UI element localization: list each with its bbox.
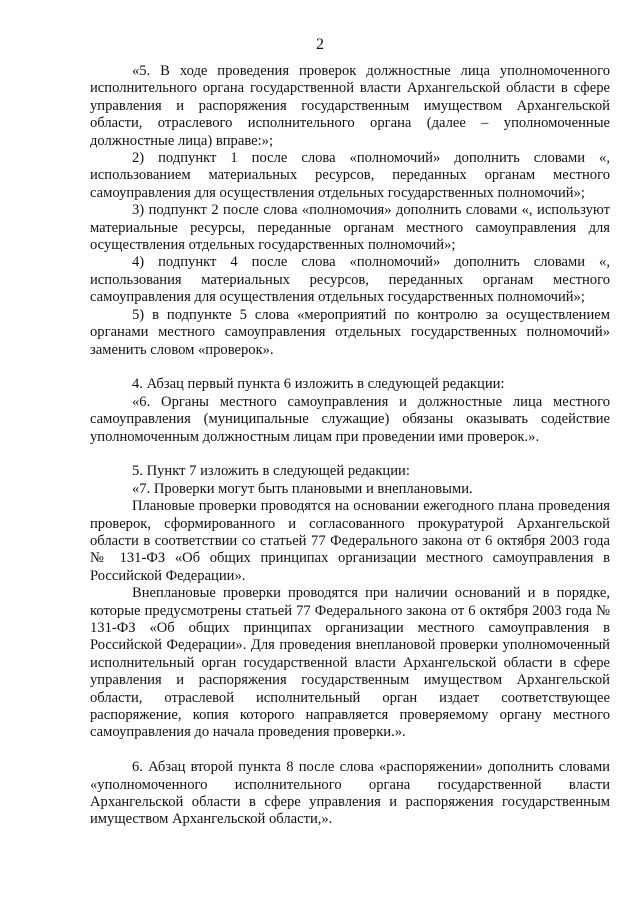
paragraph-subitem-2: 2) подпункт 1 после слова «полномочий» дополнить словами «, использованием материальных ресурсов, переданных органам местного самоуправления для осуществления отдельных государственных полномочий»; <box>90 150 610 201</box>
paragraph-subitem-3: 3) подпункт 2 после слова «полномочия» дополнить словами «, используют материальные ресурсы, переданные органам местного самоуправления для осуществления отдельных государственных полномочий»; <box>90 202 610 254</box>
paragraph-unplanned-inspections: Внеплановые проверки проводятся при наличии оснований и в порядке, которые предусмотрены статьей 77 Федерального закона от 6 октября 2003 года № 131-ФЗ «Об общих принципах организации местного самоуправления в Российской Федерации». Для проведения внеплановой проверки уполномоченный исполнительный орган государственной власти Архангельской области в сфере управления и распоряжения государственным имуществом Архангельской области, отраслевой исполнительный орган издает соответствующее распоряжение, копия которого направляется проверяемому органу местного самоуправления до начала проведения проверки.». <box>90 585 610 741</box>
paragraph-subitem-4: 4) подпункт 4 после слова «полномочий» дополнить словами «, использования материальных ресурсов, переданных органам местного самоуправления для осуществления отдельных государственных полномочий»; <box>90 254 610 306</box>
paragraph-item-4-heading: 4. Абзац первый пункта 6 изложить в следующей редакции: <box>132 376 505 393</box>
paragraph-item-7-text: «7. Проверки могут быть плановыми и внеплановыми. <box>132 480 473 497</box>
paragraph-item-5-heading: 5. Пункт 7 изложить в следующей редакции: <box>132 463 410 480</box>
paragraph-subitem-5: 5) в подпункте 5 слова «мероприятий по контролю за осуществлением органами местного самоуправления отдельных государственных полномочий» заменить словом «проверок». <box>90 306 610 358</box>
paragraph-gap <box>90 446 610 463</box>
paragraph-gap <box>90 742 610 759</box>
paragraph-5-rights: «5. В ходе проведения проверок должностные лица уполномоченного исполнительного органа государственной власти Архангельской области в сфере управления и распоряжения государственным имуществом Архангельской области, отраслевого исполнительного органа (далее – уполномоченные должностные лица) вправе:»; <box>90 63 610 149</box>
page-number: 2 <box>316 36 324 53</box>
paragraph-planned-inspections: Плановые проверки проводятся на основании ежегодного плана проведения проверок, сформированного и согласованного прокуратурой Архангельской области в соответствии со статьей 77 Федерального закона от 6 октября 2003 года № 131-ФЗ «Об общих принципах организации местного самоуправления в Российской Федерации». <box>90 498 610 584</box>
paragraph-item-6-text: «6. Органы местного самоуправления и должностные лица местного самоуправления (муниципальные служащие) обязаны оказывать содействие уполномоченным должностным лицам при проведении ими проверок.». <box>90 393 610 445</box>
paragraph-item-6-heading: 6. Абзац второй пункта 8 после слова «распоряжении» дополнить словами «уполномоченного исполнительного органа государственной власти Архангельской области в сфере управления и распоряжения государственным имуществом Архангельской области,». <box>90 759 610 828</box>
document-body <box>90 63 610 829</box>
paragraph-gap <box>90 359 610 376</box>
